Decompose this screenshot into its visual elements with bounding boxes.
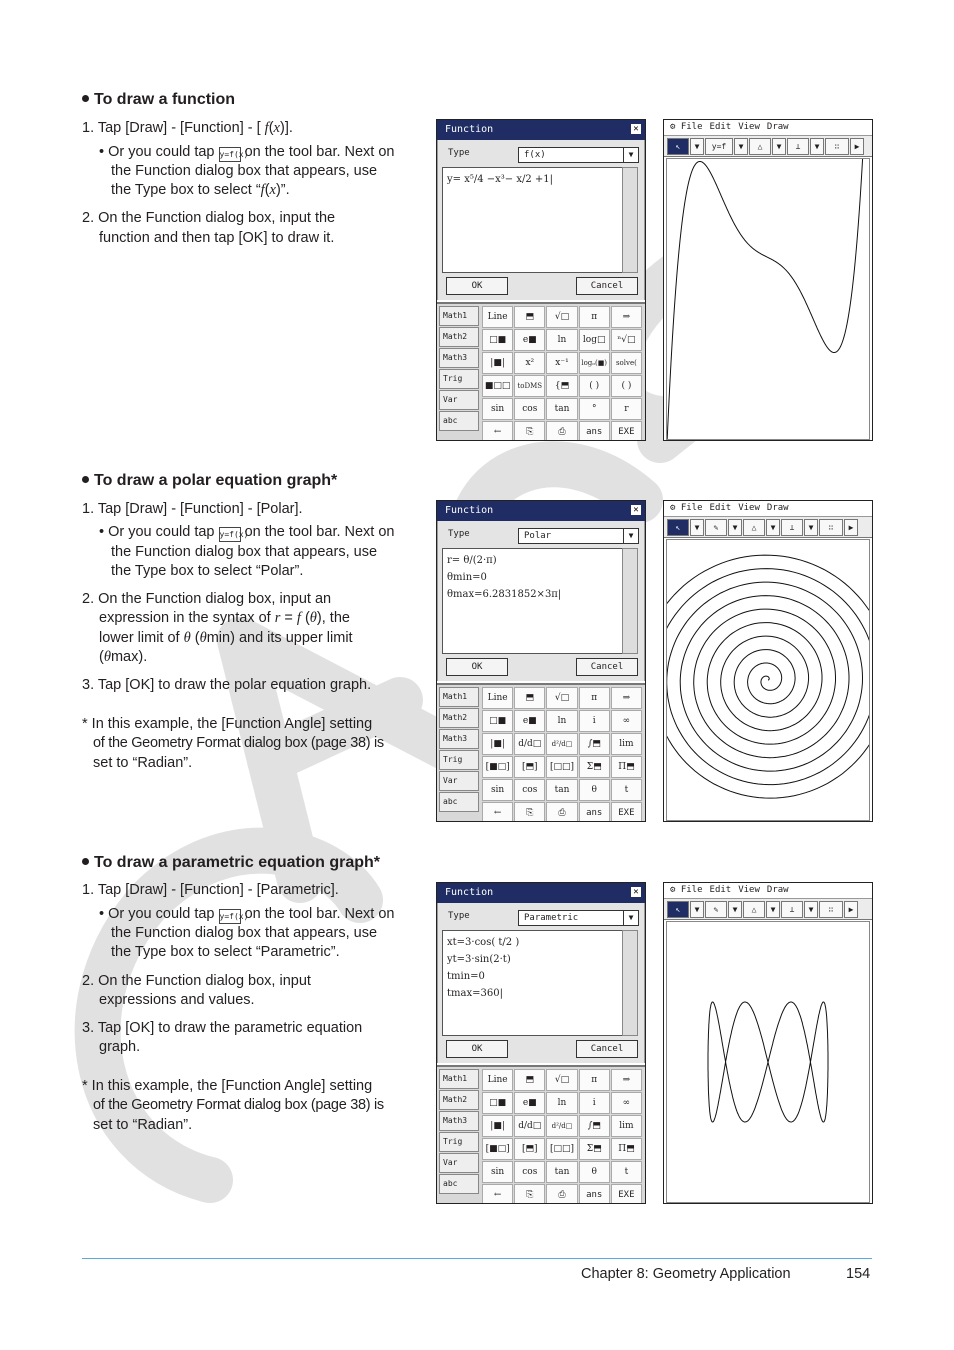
expression-line: tmin=0 xyxy=(447,971,485,982)
dropdown-icon[interactable]: ▼ xyxy=(690,901,704,918)
keyboard-key[interactable]: ■□□ xyxy=(482,375,513,397)
close-icon[interactable]: ✕ xyxy=(631,887,641,897)
keyboard-key[interactable]: e■ xyxy=(514,1092,545,1114)
keyboard-grid xyxy=(482,687,642,822)
graph-toolbar xyxy=(664,517,872,538)
menu-file[interactable]: File xyxy=(680,885,703,895)
step-2: 2. On the Function dialog box, input xyxy=(82,973,311,989)
keyboard-key[interactable]: ∞ xyxy=(611,1092,642,1114)
keyboard-key[interactable]: Σ⬒ xyxy=(579,1138,610,1160)
type-label: Type xyxy=(448,911,470,921)
keyboard-key[interactable]: logₒ(■) xyxy=(579,352,610,374)
type-select-value: Parametric xyxy=(524,913,579,923)
keyboard-tab[interactable]: Trig xyxy=(439,750,479,770)
dropdown-icon[interactable]: ▼ xyxy=(766,901,780,918)
polar-dialog-screen xyxy=(436,500,646,822)
keyboard-key[interactable]: ⎘ xyxy=(514,1184,545,1204)
keyboard-key[interactable]: ⎘ xyxy=(514,421,545,441)
graph-menubar xyxy=(664,120,872,136)
keyboard-key[interactable]: ° xyxy=(579,398,610,420)
keyboard-tabs xyxy=(439,1069,479,1195)
graph-plot xyxy=(667,540,869,820)
keyboard-key[interactable]: [⬒] xyxy=(514,756,545,778)
menu-edit[interactable]: Edit xyxy=(709,122,732,132)
graph-screen-parametric xyxy=(663,882,873,1204)
dropdown-icon[interactable]: ▼ xyxy=(810,138,824,155)
step-1-note-line2: the Function dialog box that appears, use xyxy=(111,163,378,179)
grid-icon[interactable]: ∷ xyxy=(819,901,843,918)
cancel-button[interactable]: Cancel xyxy=(576,658,638,676)
keyboard-key[interactable]: lim xyxy=(611,1115,642,1137)
dialog-body xyxy=(437,140,645,300)
expression-input[interactable] xyxy=(442,930,624,1036)
keyboard-tab[interactable]: Math1 xyxy=(439,306,479,326)
expression-scrollbar[interactable] xyxy=(622,167,638,273)
step-2-line4: (θmax). xyxy=(99,649,148,665)
keyboard-key[interactable]: ∫⬒ xyxy=(579,733,610,755)
right-arrow-icon[interactable]: ▶ xyxy=(850,138,864,155)
keyboard-key[interactable]: lim xyxy=(611,733,642,755)
grid-icon[interactable]: ∷ xyxy=(825,138,849,155)
keyboard-key[interactable]: ln xyxy=(546,710,577,732)
expression-scrollbar[interactable] xyxy=(622,548,638,654)
ok-button[interactable]: OK xyxy=(446,1040,508,1058)
expression-input[interactable] xyxy=(442,167,624,273)
keyboard-key[interactable]: d²/d□ xyxy=(546,733,577,755)
keyboard-key[interactable]: [■□] xyxy=(482,1138,513,1160)
keyboard-grid xyxy=(482,306,642,441)
keyboard-key[interactable]: x² xyxy=(514,352,545,374)
step-1-note-line3: the Type box to select “Parametric”. xyxy=(111,944,340,960)
parametric-dialog-screen xyxy=(436,882,646,1204)
keyboard-key[interactable]: d/d□ xyxy=(514,1115,545,1137)
keyboard-key[interactable]: □■ xyxy=(482,710,513,732)
step-3: 3. Tap [OK] to draw the polar equation graph. xyxy=(82,677,372,693)
type-select-value: Polar xyxy=(524,531,552,541)
step-1-note-line2: the Function dialog box that appears, use xyxy=(111,544,378,560)
keyboard-key[interactable]: i xyxy=(579,1092,610,1114)
keyboard-key[interactable]: ans xyxy=(579,802,610,822)
dialog-body xyxy=(437,903,645,1063)
dialog-title xyxy=(437,883,645,903)
perpendicular-icon[interactable]: ⊥ xyxy=(781,901,803,918)
step-1-note-line3: the Type box to select “Polar”. xyxy=(111,563,304,579)
section-title-polar: To draw a polar equation graph* xyxy=(82,472,337,490)
dialog-title-text: Function xyxy=(445,124,494,135)
keyboard-key[interactable]: tan xyxy=(546,779,577,801)
keyboard-key[interactable]: |■| xyxy=(482,733,513,755)
keyboard-key[interactable]: toDMS xyxy=(514,375,545,397)
keyboard-key[interactable]: ln xyxy=(546,1092,577,1114)
expression-line: y= x⁵/4 −x³− x/2 +1| xyxy=(447,174,554,185)
keyboard-key[interactable]: |■| xyxy=(482,352,513,374)
dropdown-icon[interactable]: ▼ xyxy=(690,138,704,155)
keyboard-key[interactable]: sin xyxy=(482,1161,513,1183)
keyboard-key[interactable]: {⬒ xyxy=(546,375,577,397)
keyboard-key[interactable]: sin xyxy=(482,779,513,801)
step-3-line2: graph. xyxy=(99,1039,141,1055)
keyboard-tab[interactable]: Math1 xyxy=(439,1069,479,1089)
soft-keyboard xyxy=(437,683,645,822)
keyboard-key[interactable]: x⁻¹ xyxy=(546,352,577,374)
keyboard-key[interactable]: □■ xyxy=(482,1092,513,1114)
step-2-line2: expressions and values. xyxy=(99,992,255,1008)
keyboard-key[interactable]: Line xyxy=(482,1069,513,1091)
keyboard-key[interactable]: e■ xyxy=(514,329,545,351)
graph-toolbar xyxy=(664,899,872,920)
keyboard-key[interactable]: log□ xyxy=(579,329,610,351)
keyboard-key[interactable]: □■ xyxy=(482,329,513,351)
grid-icon[interactable]: ∷ xyxy=(819,519,843,536)
footer-rule xyxy=(82,1258,872,1259)
right-arrow-icon[interactable]: ▶ xyxy=(844,519,858,536)
perpendicular-icon[interactable]: ⊥ xyxy=(781,519,803,536)
dropdown-icon[interactable]: ▼ xyxy=(772,138,786,155)
section-title-parametric: To draw a parametric equation graph* xyxy=(82,854,380,872)
footnote-line3: set to “Radian”. xyxy=(93,755,193,771)
graph-menubar xyxy=(664,883,872,899)
pencil-icon[interactable]: ✎ xyxy=(705,901,727,918)
step-1-note-line2: the Function dialog box that appears, use xyxy=(111,925,378,941)
keyboard-key[interactable]: |■| xyxy=(482,1115,513,1137)
keyboard-key[interactable]: Π⬒ xyxy=(611,756,642,778)
keyboard-key[interactable]: ⇒ xyxy=(611,306,642,328)
keyboard-tab[interactable]: Math3 xyxy=(439,1111,479,1131)
section-title-function: To draw a function xyxy=(82,91,235,109)
dialog-title-text: Function xyxy=(445,887,494,898)
step-1-note-line3: the Type box to select “f(x)”. xyxy=(111,182,290,198)
expression-line: yt=3·sin(2·t) xyxy=(447,954,511,965)
keyboard-key[interactable]: ∫⬒ xyxy=(579,1115,610,1137)
graph-curve xyxy=(667,555,869,798)
menu-edit[interactable]: Edit xyxy=(709,503,732,513)
step-1-note: • Or you could tap y=f(x) on the tool bar. Next on xyxy=(99,524,395,540)
menu-draw[interactable]: Draw xyxy=(766,503,789,513)
keyboard-key[interactable]: sin xyxy=(482,398,513,420)
graph-canvas[interactable] xyxy=(666,921,870,1203)
gear-icon[interactable]: ⚙ xyxy=(670,503,681,513)
step-2-line2: expression in the syntax of r = f (θ), the xyxy=(99,610,350,626)
keyboard-key[interactable]: EXE xyxy=(611,1184,642,1204)
step-1: 1. Tap [Draw] - [Function] - [Polar]. xyxy=(82,501,303,517)
keyboard-key[interactable]: θ xyxy=(579,1161,610,1183)
footnote-line2: of the Geometry Format dialog box (page 38) is xyxy=(93,1097,384,1113)
keyboard-key[interactable]: [□□] xyxy=(546,1138,577,1160)
dialog-title xyxy=(437,120,645,140)
type-label: Type xyxy=(448,148,470,158)
keyboard-key[interactable]: ⎙ xyxy=(546,802,577,822)
soft-keyboard xyxy=(437,302,645,441)
graph-screen-function xyxy=(663,119,873,441)
dropdown-icon[interactable]: ▼ xyxy=(766,519,780,536)
keyboard-key[interactable]: solve( xyxy=(611,352,642,374)
dropdown-icon[interactable]: ▼ xyxy=(728,901,742,918)
expression-scrollbar[interactable] xyxy=(622,930,638,1036)
keyboard-grid xyxy=(482,1069,642,1204)
keyboard-tabs xyxy=(439,687,479,813)
cancel-button[interactable]: Cancel xyxy=(576,277,638,295)
expression-line: θmin=0 xyxy=(447,572,487,583)
keyboard-tab[interactable]: Trig xyxy=(439,1132,479,1152)
step-1-note: • Or you could tap y=f(x) on the tool bar. Next on xyxy=(99,906,395,922)
keyboard-key[interactable]: ans xyxy=(579,421,610,441)
keyboard-key[interactable]: ⇒ xyxy=(611,687,642,709)
keyboard-key[interactable]: [⬒] xyxy=(514,1138,545,1160)
keyboard-tab[interactable]: Math3 xyxy=(439,729,479,749)
keyboard-key[interactable]: ∞ xyxy=(611,710,642,732)
keyboard-key[interactable]: i xyxy=(579,710,610,732)
keyboard-tab[interactable]: Var xyxy=(439,390,479,410)
function-toolbar-icon: y=f(x) xyxy=(219,147,241,162)
triangle-icon[interactable]: △ xyxy=(743,519,765,536)
footer-chapter: Chapter 8: Geometry Application xyxy=(581,1266,791,1282)
step-2: 2. On the Function dialog box, input the xyxy=(82,210,336,226)
keyboard-key[interactable]: ⎘ xyxy=(514,802,545,822)
right-arrow-icon[interactable]: ▶ xyxy=(844,901,858,918)
chevron-down-icon[interactable]: ▼ xyxy=(623,529,638,543)
keyboard-tab[interactable]: Math2 xyxy=(439,327,479,347)
triangle-icon[interactable]: △ xyxy=(749,138,771,155)
keyboard-tab[interactable]: Var xyxy=(439,771,479,791)
footnote-line3: set to “Radian”. xyxy=(93,1117,193,1133)
keyboard-key[interactable]: ⬒ xyxy=(514,306,545,328)
keyboard-key[interactable]: ( ) xyxy=(611,375,642,397)
triangle-icon[interactable]: △ xyxy=(743,901,765,918)
ok-button[interactable]: OK xyxy=(446,658,508,676)
keyboard-tab[interactable]: abc xyxy=(439,1174,479,1194)
keyboard-key[interactable]: t xyxy=(611,779,642,801)
keyboard-key[interactable]: ← xyxy=(482,1184,513,1204)
footnote: * In this example, the [Function Angle] setting xyxy=(82,716,373,732)
footnote: * In this example, the [Function Angle] setting xyxy=(82,1078,373,1094)
keyboard-key[interactable]: π xyxy=(579,306,610,328)
keyboard-key[interactable]: ⬒ xyxy=(514,1069,545,1091)
keyboard-key[interactable]: ⎙ xyxy=(546,421,577,441)
type-select[interactable] xyxy=(518,910,639,926)
menu-file[interactable]: File xyxy=(680,122,703,132)
graph-menubar xyxy=(664,501,872,517)
dialog-title-text: Function xyxy=(445,505,494,516)
step-1: 1. Tap [Draw] - [Function] - [ f(x)]. xyxy=(82,120,293,136)
menu-view[interactable]: View xyxy=(738,503,760,513)
expression-input[interactable] xyxy=(442,548,624,654)
keyboard-tabs xyxy=(439,306,479,432)
menu-draw[interactable]: Draw xyxy=(766,122,789,132)
step-1-note: • Or you could tap y=f(x) on the tool bar. Next on xyxy=(99,144,395,160)
dropdown-icon[interactable]: ▼ xyxy=(690,519,704,536)
step-3: 3. Tap [OK] to draw the parametric equation xyxy=(82,1020,363,1036)
menu-edit[interactable]: Edit xyxy=(709,885,732,895)
keyboard-key[interactable]: π xyxy=(579,687,610,709)
expression-line: r= θ/(2·π) xyxy=(447,555,497,566)
dropdown-icon[interactable]: ▼ xyxy=(804,901,818,918)
graph-curve xyxy=(667,159,864,439)
keyboard-tab[interactable]: Trig xyxy=(439,369,479,389)
keyboard-key[interactable]: ⁿ√□ xyxy=(611,329,642,351)
keyboard-key[interactable]: ⎙ xyxy=(546,1184,577,1204)
keyboard-key[interactable]: Π⬒ xyxy=(611,1138,642,1160)
step-2-line3: lower limit of θ (θmin) and its upper limit xyxy=(99,630,353,646)
keyboard-key[interactable]: Σ⬒ xyxy=(579,756,610,778)
keyboard-key[interactable]: ⇒ xyxy=(611,1069,642,1091)
keyboard-key[interactable]: [□□] xyxy=(546,756,577,778)
dropdown-icon[interactable]: ▼ xyxy=(804,519,818,536)
step-2: 2. On the Function dialog box, input an xyxy=(82,591,332,607)
step-1: 1. Tap [Draw] - [Function] - [Parametric]. xyxy=(82,882,339,898)
keyboard-key[interactable]: tan xyxy=(546,1161,577,1183)
footer-page-number: 154 xyxy=(846,1266,871,1282)
keyboard-key[interactable]: ⬒ xyxy=(514,687,545,709)
graph-plot xyxy=(667,922,869,1202)
pencil-icon[interactable]: y=f xyxy=(705,138,733,155)
keyboard-key[interactable]: Line xyxy=(482,687,513,709)
chevron-down-icon[interactable]: ▼ xyxy=(623,148,638,162)
function-toolbar-icon: y=f(x) xyxy=(219,909,241,924)
dialog-body xyxy=(437,521,645,681)
soft-keyboard xyxy=(437,1065,645,1204)
keyboard-key[interactable]: ← xyxy=(482,421,513,441)
keyboard-key[interactable]: d/d□ xyxy=(514,733,545,755)
close-icon[interactable]: ✕ xyxy=(631,124,641,134)
keyboard-key[interactable]: tan xyxy=(546,398,577,420)
menu-view[interactable]: View xyxy=(738,885,760,895)
keyboard-key[interactable]: ln xyxy=(546,329,577,351)
keyboard-key[interactable]: EXE xyxy=(611,802,642,822)
select-tool-icon[interactable]: ↖ xyxy=(667,519,689,536)
keyboard-key[interactable]: cos xyxy=(514,398,545,420)
keyboard-tab[interactable]: Math1 xyxy=(439,687,479,707)
dropdown-icon[interactable]: ▼ xyxy=(728,519,742,536)
keyboard-key[interactable]: e■ xyxy=(514,710,545,732)
expression-line: θmax=6.2831852×3π| xyxy=(447,589,562,600)
step-2-line2: function and then tap [OK] to draw it. xyxy=(99,230,335,246)
keyboard-key[interactable]: √□ xyxy=(546,1069,577,1091)
graph-plot xyxy=(667,159,869,439)
dialog-title xyxy=(437,501,645,521)
type-select-value: f(x) xyxy=(524,150,546,160)
dropdown-icon[interactable]: ▼ xyxy=(734,138,748,155)
graph-canvas[interactable] xyxy=(666,158,870,440)
keyboard-key[interactable]: cos xyxy=(514,779,545,801)
function-toolbar-icon: y=f(x) xyxy=(219,527,241,542)
keyboard-key[interactable]: √□ xyxy=(546,687,577,709)
keyboard-key[interactable]: d²/d□ xyxy=(546,1115,577,1137)
type-select[interactable] xyxy=(518,147,639,163)
expression-line: xt=3·cos( t/2 ) xyxy=(447,937,520,948)
keyboard-key[interactable]: Line xyxy=(482,306,513,328)
menu-view[interactable]: View xyxy=(738,122,760,132)
graph-canvas[interactable] xyxy=(666,539,870,821)
function-dialog-screen xyxy=(436,119,646,441)
cancel-button[interactable]: Cancel xyxy=(576,1040,638,1058)
keyboard-key[interactable]: EXE xyxy=(611,421,642,441)
keyboard-key[interactable]: r xyxy=(611,398,642,420)
type-label: Type xyxy=(448,529,470,539)
type-select[interactable] xyxy=(518,528,639,544)
keyboard-key[interactable]: ans xyxy=(579,1184,610,1204)
keyboard-key[interactable]: √□ xyxy=(546,306,577,328)
graph-toolbar xyxy=(664,136,872,157)
keyboard-tab[interactable]: abc xyxy=(439,411,479,431)
keyboard-tab[interactable]: Math2 xyxy=(439,1090,479,1110)
chevron-down-icon[interactable]: ▼ xyxy=(623,911,638,925)
keyboard-key[interactable]: [■□] xyxy=(482,756,513,778)
select-tool-icon[interactable]: ↖ xyxy=(667,138,689,155)
graph-curve xyxy=(708,1002,828,1122)
keyboard-key[interactable]: θ xyxy=(579,779,610,801)
keyboard-key[interactable]: cos xyxy=(514,1161,545,1183)
keyboard-key[interactable]: ← xyxy=(482,802,513,822)
keyboard-tab[interactable]: Math2 xyxy=(439,708,479,728)
keyboard-key[interactable]: t xyxy=(611,1161,642,1183)
expression-line: tmax=360| xyxy=(447,988,503,999)
keyboard-key[interactable]: π xyxy=(579,1069,610,1091)
menu-draw[interactable]: Draw xyxy=(766,885,789,895)
footnote-line2: of the Geometry Format dialog box (page 38) is xyxy=(93,735,384,751)
keyboard-key[interactable]: ( ) xyxy=(579,375,610,397)
keyboard-tab[interactable]: Var xyxy=(439,1153,479,1173)
menu-file[interactable]: File xyxy=(680,503,703,513)
gear-icon[interactable]: ⚙ xyxy=(670,122,681,132)
close-icon[interactable]: ✕ xyxy=(631,505,641,515)
ok-button[interactable]: OK xyxy=(446,277,508,295)
perpendicular-icon[interactable]: ⊥ xyxy=(787,138,809,155)
select-tool-icon[interactable]: ↖ xyxy=(667,901,689,918)
pencil-icon[interactable]: ✎ xyxy=(705,519,727,536)
graph-screen-polar xyxy=(663,500,873,822)
keyboard-tab[interactable]: abc xyxy=(439,792,479,812)
gear-icon[interactable]: ⚙ xyxy=(670,885,681,895)
keyboard-tab[interactable]: Math3 xyxy=(439,348,479,368)
